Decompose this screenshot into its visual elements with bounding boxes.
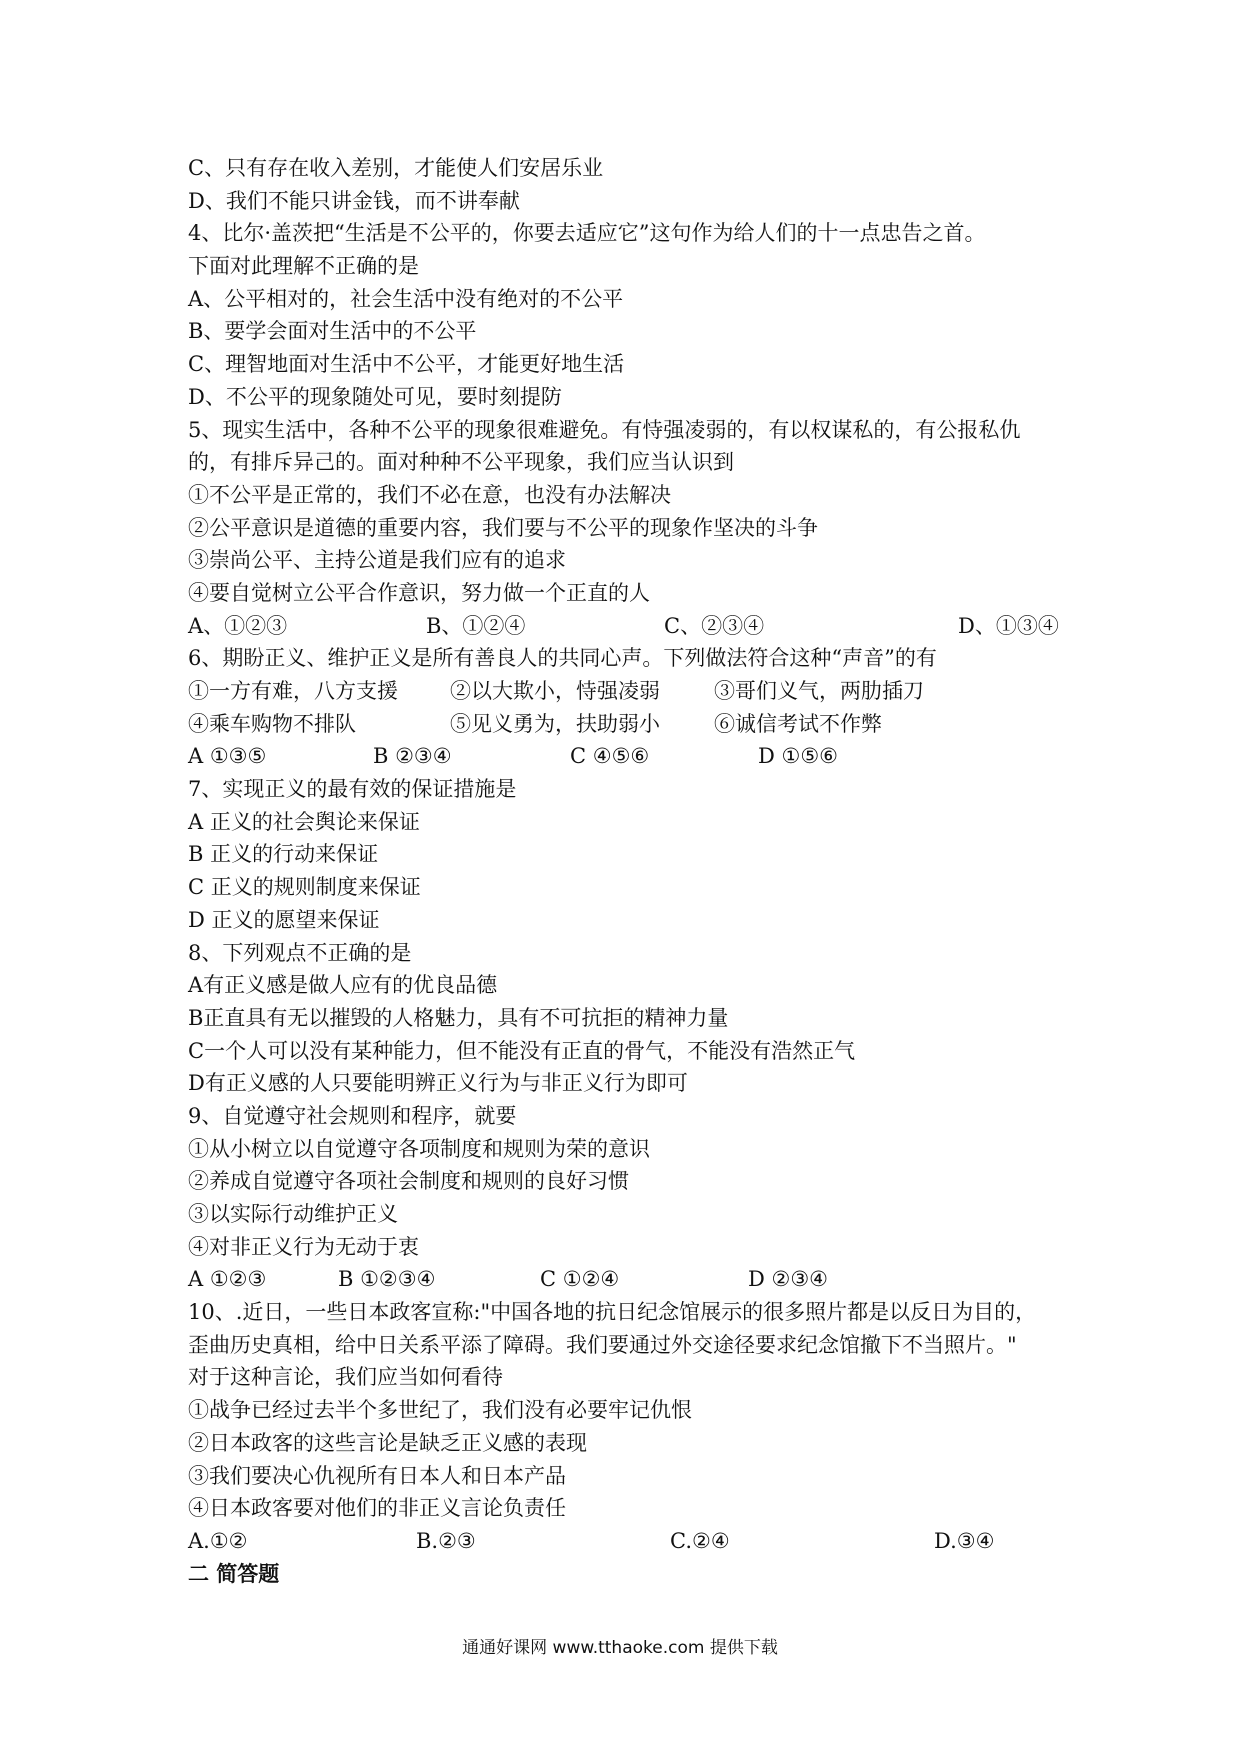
option-d: D.③④ [934, 1528, 995, 1553]
text-line: ①不公平是正常的，我们不必在意，也没有办法解决 [188, 482, 671, 507]
option-b: B ②③④ [373, 744, 452, 769]
footer-text: 通通好课网 www.tthaoke.com 提供下载 [462, 1638, 778, 1658]
text-line: ②养成自觉遵守各项社会制度和规则的良好习惯 [188, 1169, 629, 1194]
option-a: A ①②③ [188, 1267, 267, 1292]
option-a: A.①② [188, 1528, 248, 1553]
text-line: A 正义的社会舆论来保证 [188, 809, 420, 834]
text-line: B正直具有无以摧毁的人格魅力，具有不可抗拒的精神力量 [188, 1005, 729, 1030]
text-line: D 正义的愿望来保证 [188, 907, 380, 932]
item: ②以大欺小，恃强凌弱 [450, 679, 660, 703]
question-5-options [188, 610, 1088, 643]
text-line: B 正义的行动来保证 [188, 842, 379, 867]
text-line: C一个人可以没有某种能力，但不能没有正直的骨气，不能没有浩然正气 [188, 1038, 856, 1063]
text-line: 下面对此理解不正确的是 [188, 254, 419, 279]
question-10-stem: 10、.近日，一些日本政客宣称:"中国各地的抗日纪念馆展示的很多照片都是以反日为目的， [188, 1300, 1037, 1325]
text-line: ④日本政客要对他们的非正义言论负责任 [188, 1496, 566, 1521]
option-d: D、①③④ [958, 613, 1059, 638]
text-line: 歪曲历史真相，给中日关系平添了障碍。我们要通过外交途径要求纪念馆撤下不当照片。" [188, 1332, 1017, 1357]
text-line: A、公平相对的，社会生活中没有绝对的不公平 [188, 286, 624, 311]
section-heading: 二 简答题 [188, 1560, 280, 1586]
text-line: ②公平意识是道德的重要内容，我们要与不公平的现象作坚决的斗争 [188, 515, 818, 540]
text-line: C 正义的规则制度来保证 [188, 875, 421, 900]
text-line: ③以实际行动维护正义 [188, 1202, 398, 1226]
question-6-stem: 6、期盼正义、维护正义是所有善良人的共同心声。下列做法符合这种“声音”的有 [188, 646, 937, 671]
text-line: ③崇尚公平、主持公道是我们应有的追求 [188, 548, 566, 573]
text-line: ①从小树立以自觉遵守各项制度和规则为荣的意识 [188, 1136, 650, 1161]
option-b: B.②③ [416, 1528, 476, 1553]
question-4-stem: 4、比尔·盖茨把“生活是不公平的，你要去适应它”这句作为给人们的十一点忠告之首。 [188, 221, 986, 246]
option-c: C、②③④ [664, 613, 765, 638]
item: ⑥诚信考试不作弊 [714, 711, 882, 736]
text-line: 的，有排斥异己的。面对种种不公平现象，我们应当认识到 [188, 450, 734, 475]
item: ⑤见义勇为，扶助弱小 [450, 711, 660, 736]
option-d: D ①⑤⑥ [758, 744, 838, 769]
text-line: D有正义感的人只要能明辨正义行为与非正义行为即可 [188, 1071, 688, 1096]
text-line: ②日本政客的这些言论是缺乏正义感的表现 [188, 1430, 587, 1455]
question-6-items-row2 [188, 708, 1088, 741]
text-line: D、不公平的现象随处可见，要时刻提防 [188, 384, 562, 409]
question-8-stem: 8、下列观点不正确的是 [188, 940, 412, 965]
item: ①一方有难，八方支援 [188, 679, 398, 703]
question-5-stem: 5、现实生活中，各种不公平的现象很难避免。有恃强凌弱的，有以权谋私的，有公报私仇 [188, 417, 1021, 442]
question-9-stem: 9、自觉遵守社会规则和程序，就要 [188, 1103, 517, 1128]
item: ③哥们义气，两肋插刀 [714, 679, 924, 703]
option-a: A ①③⑤ [188, 744, 267, 769]
question-9-options [188, 1263, 1088, 1296]
question-6-options [188, 740, 1088, 773]
text-line: D、我们不能只讲金钱，而不讲奉献 [188, 188, 520, 213]
item: ④乘车购物不排队 [188, 711, 356, 736]
question-6-items-row1 [188, 675, 1088, 708]
text-line: A有正义感是做人应有的优良品德 [188, 973, 498, 998]
option-d: D ②③④ [748, 1267, 828, 1292]
text-line: 对于这种言论，我们应当如何看待 [188, 1365, 503, 1390]
text-line: ④对非正义行为无动于衷 [188, 1234, 419, 1259]
text-line: ④要自觉树立公平合作意识，努力做一个正直的人 [188, 580, 650, 605]
question-7-stem: 7、实现正义的最有效的保证措施是 [188, 777, 517, 802]
option-c: C ④⑤⑥ [570, 744, 650, 769]
text-line: B、要学会面对生活中的不公平 [188, 319, 477, 344]
text-line: C、理智地面对生活中不公平，才能更好地生活 [188, 352, 625, 377]
option-c: C ①②④ [540, 1267, 620, 1292]
document-body [188, 152, 1088, 1590]
text-line: C、只有存在收入差别，才能使人们安居乐业 [188, 156, 604, 180]
option-b: B ①②③④ [338, 1267, 436, 1292]
option-a: A、①②③ [188, 613, 288, 638]
option-b: B、①②④ [426, 613, 526, 638]
question-10-options [188, 1525, 1088, 1558]
text-line: ①战争已经过去半个多世纪了，我们没有必要牢记仇恨 [188, 1398, 692, 1423]
option-c: C.②④ [670, 1528, 730, 1553]
text-line: ③我们要决心仇视所有日本人和日本产品 [188, 1463, 566, 1488]
